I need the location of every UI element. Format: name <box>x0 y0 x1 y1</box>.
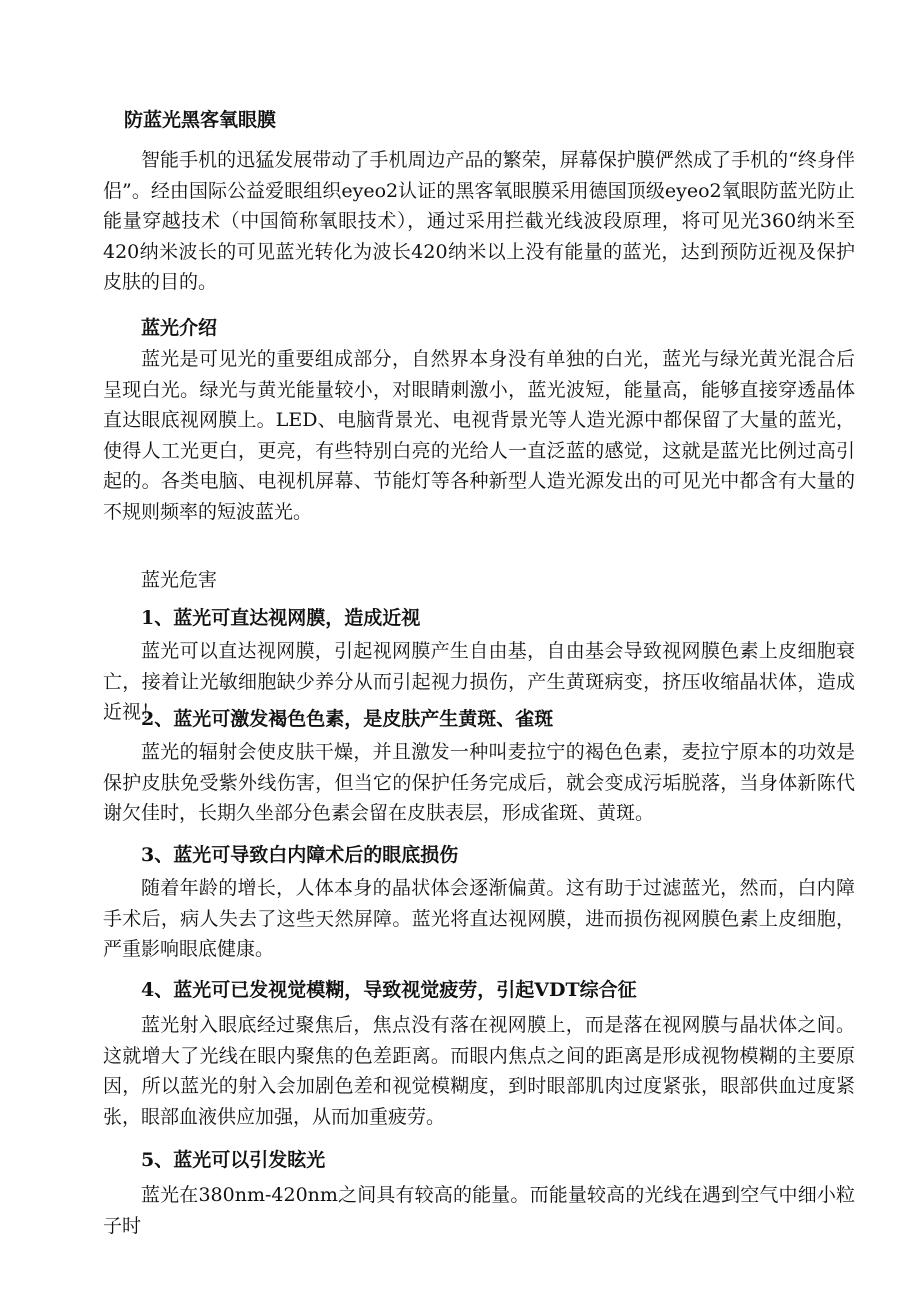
harm-item-heading: 2、蓝光可激发褐色色素，是皮肤产生黄斑、雀斑 <box>141 708 554 730</box>
intro-paragraph: 智能手机的迅猛发展带动了手机周边产品的繁荣，屏幕保护膜俨然成了手机的“终身伴侣”。经由国际公益爱眼组织eyeo2认证的黑客氧眼膜采用德国顶级eyeo2氧眼防蓝光防止能量穿越技术（中国简称氧眼技术），通过采用拦截光线波段原理，将可见光360纳米至420纳米波长的可见蓝光转化为波长420纳米以上没有能量的蓝光，达到预防近视及保护皮肤的目的。 <box>103 149 855 294</box>
harm-item-paragraph: 随着年龄的增长，人体本身的晶状体会逐渐偏黄。这有助于过滤蓝光，然而，白内障手术后，病人失去了这些天然屏障。蓝光将直达视网膜，进而损伤视网膜色素上皮细胞，严重影响眼底健康。 <box>103 877 855 961</box>
harm-item-heading: 1、蓝光可直达视网膜，造成近视 <box>141 607 421 629</box>
harm-item-paragraph: 蓝光射入眼底经过聚焦后，焦点没有落在视网膜上，而是落在视网膜与晶状体之间。这就增大了光线在眼内聚焦的色差距离。而眼内焦点之间的距离是形成视物模糊的主要原因，所以蓝光的射入会加剧色差和视觉模糊度，到时眼部肌肉过度紧张，眼部供血过度紧张，眼部血液供应加强，从而加重疲劳。 <box>103 1014 855 1128</box>
harm-item-heading: 5、蓝光可以引发眩光 <box>141 1149 326 1171</box>
harm-item-paragraph: 蓝光可以直达视网膜，引起视网膜产生自由基，自由基会导致视网膜色素上皮细胞衰亡，接着让光敏细胞缺少养分从而引起视力损伤，产生黄斑病变，挤压收缩晶状体，造成近视！ <box>103 640 855 724</box>
harm-item-heading: 3、蓝光可导致白内障术后的眼底损伤 <box>141 844 459 866</box>
section-intro-paragraph: 蓝光是可见光的重要组成部分，自然界本身没有单独的白光，蓝光与绿光黄光混合后呈现白光。绿光与黄光能量较小，对眼睛刺激小，蓝光波短，能量高，能够直接穿透晶体直达眼底视网膜上。LED、电脑背景光、电视背景光等人造光源中都保留了大量的蓝光，使得人工光更白，更亮，有些特别白亮的光给人一直泛蓝的感觉，这就是蓝光比例过高引起的。各类电脑、电视机屏幕、节能灯等各种新型人造光源发出的可见光中都含有大量的不规则频率的短波蓝光。 <box>103 348 855 523</box>
section-heading-harm: 蓝光危害 <box>141 569 218 591</box>
document-title: 防蓝光黑客氧眼膜 <box>124 109 277 131</box>
section-heading-intro: 蓝光介绍 <box>141 317 218 339</box>
harm-item-heading: 4、蓝光可已发视觉模糊，导致视觉疲劳，引起VDT综合征 <box>141 979 637 1001</box>
harm-item-paragraph: 蓝光的辐射会使皮肤干燥，并且激发一种叫麦拉宁的褐色色素，麦拉宁原本的功效是保护皮肤免受紫外线伤害，但当它的保护任务完成后，就会变成污垢脱落，当身体新陈代谢欠佳时，长期久坐部分色素会留在皮肤表层，形成雀斑、黄斑。 <box>103 741 855 825</box>
harm-item-paragraph: 蓝光在380nm-420nm之间具有较高的能量。而能量较高的光线在遇到空气中细小粒子时 <box>103 1184 855 1237</box>
